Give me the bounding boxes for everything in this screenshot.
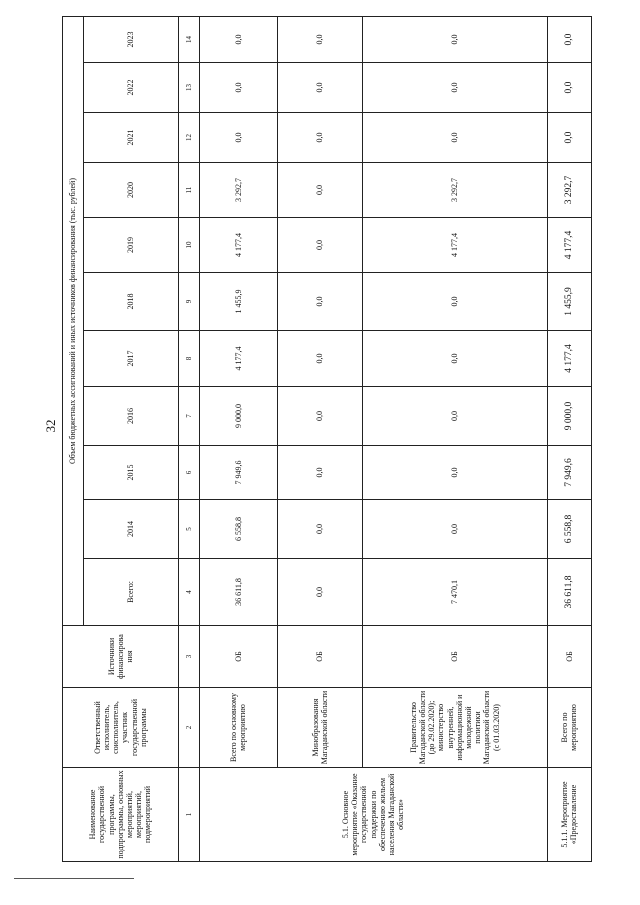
- value-cell: 1 455,9: [199, 273, 278, 331]
- value-cell: 3 292,7: [362, 163, 547, 218]
- header-funding-source: Источники финансирова ния: [63, 626, 179, 688]
- value-cell: 7 470,1: [362, 559, 547, 626]
- header-year: 2023: [83, 17, 178, 63]
- header-year: 2015: [83, 446, 178, 500]
- value-cell: 0,0: [278, 500, 363, 559]
- executor-cell: Минобразования Магаданской области: [278, 688, 363, 768]
- value-cell: 0,0: [362, 113, 547, 163]
- header-budget-volume: Объем бюджетных ассигнований и иных источников финансирования (тыс. рублей): [63, 17, 84, 626]
- rotated-table-wrapper: [62, 17, 592, 862]
- value-cell: 6 558,8: [547, 500, 591, 559]
- column-number: 1: [178, 768, 199, 862]
- value-cell: 0,0: [547, 17, 591, 63]
- value-cell: 0,0: [362, 446, 547, 500]
- value-cell: 36 611,8: [547, 559, 591, 626]
- value-cell: 1 455,9: [547, 273, 591, 331]
- column-number-row: [178, 17, 199, 862]
- column-number: 3: [178, 626, 199, 688]
- table-row: [362, 17, 547, 862]
- value-cell: 4 177,4: [199, 218, 278, 273]
- header-year: 2017: [83, 331, 178, 387]
- value-cell: 6 558,8: [199, 500, 278, 559]
- value-cell: 0,0: [547, 63, 591, 113]
- header-executor: Ответственный исполнитель, соисполнитель, участник государственной программы: [63, 688, 179, 768]
- column-number: 12: [178, 113, 199, 163]
- value-cell: 36 611,8: [199, 559, 278, 626]
- header-year: 2016: [83, 387, 178, 446]
- column-number: 5: [178, 500, 199, 559]
- value-cell: 0,0: [199, 113, 278, 163]
- value-cell: 9 000,0: [199, 387, 278, 446]
- budget-table: [62, 16, 592, 862]
- value-cell: 0,0: [278, 331, 363, 387]
- column-number: 8: [178, 331, 199, 387]
- value-cell: 0,0: [362, 500, 547, 559]
- value-cell: 7 949,6: [547, 446, 591, 500]
- value-cell: 0,0: [362, 17, 547, 63]
- value-cell: 0,0: [362, 387, 547, 446]
- value-cell: 0,0: [278, 446, 363, 500]
- source-cell: ОБ: [278, 626, 363, 688]
- value-cell: 0,0: [278, 113, 363, 163]
- column-number: 14: [178, 17, 199, 63]
- value-cell: 0,0: [278, 273, 363, 331]
- main-activity-name: 5.1. Основное мероприятие «Оказание государственной поддержки по обеспечению жильем населения Магаданской области»: [199, 768, 547, 862]
- header-total: Всего:: [83, 559, 178, 626]
- value-cell: 0,0: [547, 113, 591, 163]
- value-cell: 4 177,4: [547, 331, 591, 387]
- page-number: 32: [43, 419, 58, 433]
- source-cell: ОБ: [199, 626, 278, 688]
- value-cell: 4 177,4: [362, 218, 547, 273]
- value-cell: 3 292,7: [547, 163, 591, 218]
- table-row: [278, 17, 363, 862]
- value-cell: 0,0: [362, 331, 547, 387]
- rotated-table: [62, 17, 592, 862]
- header-year: 2021: [83, 113, 178, 163]
- value-cell: 0,0: [278, 387, 363, 446]
- header-year: 2019: [83, 218, 178, 273]
- value-cell: 4 177,4: [547, 218, 591, 273]
- value-cell: 0,0: [362, 273, 547, 331]
- header-year: 2022: [83, 63, 178, 113]
- footer-divider: [14, 878, 134, 879]
- column-number: 4: [178, 559, 199, 626]
- header-program-name: Наименование государственной программы, подпрограммы, основных мероприятий, мероприятий, подмероприятий: [63, 768, 179, 862]
- value-cell: 0,0: [278, 559, 363, 626]
- header-year: 2020: [83, 163, 178, 218]
- value-cell: 3 292,7: [199, 163, 278, 218]
- table-row: [547, 17, 591, 862]
- value-cell: 0,0: [278, 63, 363, 113]
- value-cell: 0,0: [278, 163, 363, 218]
- column-number: 9: [178, 273, 199, 331]
- executor-cell: Всего по основному мероприятию: [199, 688, 278, 768]
- column-number: 11: [178, 163, 199, 218]
- activity-name-cell: 5.1.1. Мероприятие «Предоставление: [547, 768, 591, 862]
- header-year: 2014: [83, 500, 178, 559]
- value-cell: 0,0: [199, 63, 278, 113]
- column-number: 2: [178, 688, 199, 768]
- header-year: 2018: [83, 273, 178, 331]
- value-cell: 0,0: [362, 63, 547, 113]
- value-cell: 0,0: [278, 17, 363, 63]
- column-number: 10: [178, 218, 199, 273]
- column-number: 6: [178, 446, 199, 500]
- executor-cell: Правительство Магаданской области (до 29.02.2020); министерство внутренней, информационной и молодежной политики Магаданской области (с 01.03.2020): [362, 688, 547, 768]
- value-cell: 0,0: [199, 17, 278, 63]
- column-number: 13: [178, 63, 199, 113]
- table-row: [199, 17, 278, 862]
- value-cell: 4 177,4: [199, 331, 278, 387]
- value-cell: 9 000,0: [547, 387, 591, 446]
- column-number: 7: [178, 387, 199, 446]
- value-cell: 7 949,6: [199, 446, 278, 500]
- executor-cell: Всего по мероприятию: [547, 688, 591, 768]
- value-cell: 0,0: [278, 218, 363, 273]
- source-cell: ОБ: [362, 626, 547, 688]
- source-cell: ОБ: [547, 626, 591, 688]
